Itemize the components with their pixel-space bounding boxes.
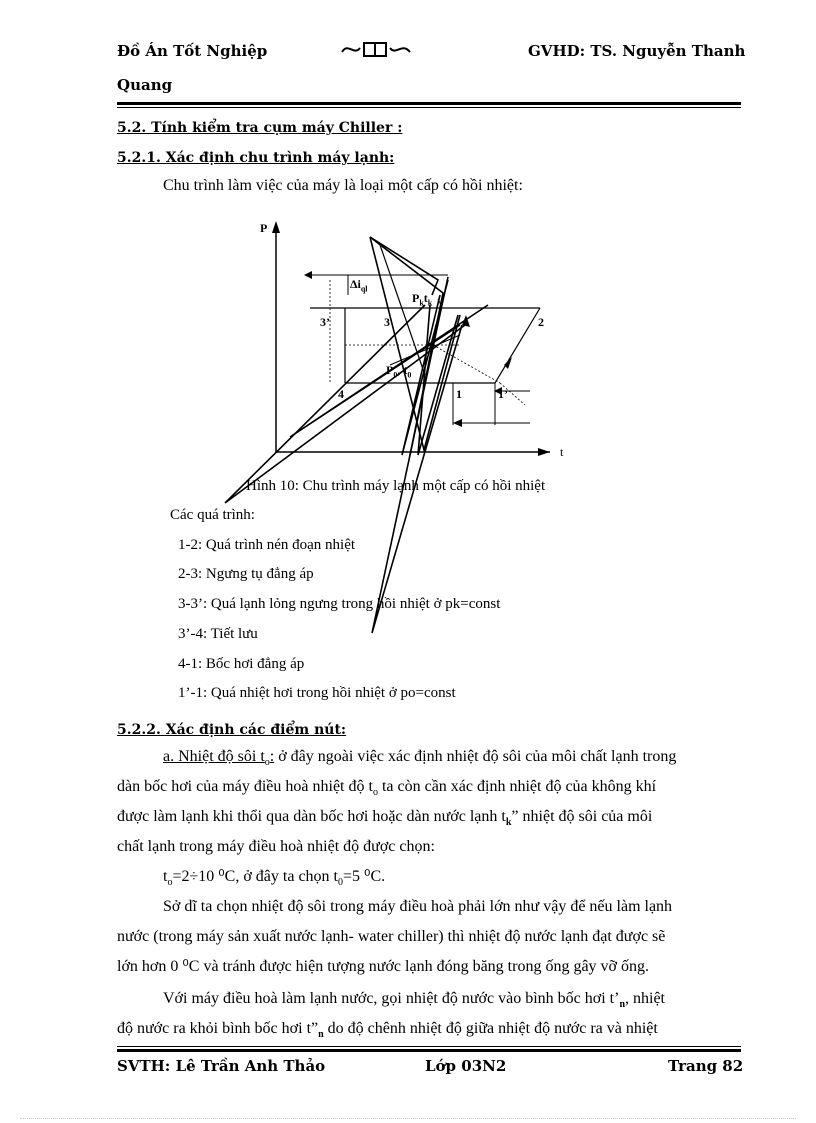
para-a-text1: ở đây ngoài việc xác định nhiệt độ sôi của môi chất lạnh trong — [274, 748, 677, 765]
para-a-text2-end: ta còn cần xác định nhiệt độ của không khí — [377, 778, 657, 795]
paragraph-b-line1: Sở dĩ ta chọn nhiệt độ sôi trong máy điều hoà phải lớn như vậy để nếu làm lạnh — [163, 898, 673, 915]
process-item: 3’-4: Tiết lưu — [178, 626, 258, 642]
para-a-text3-sub: k — [505, 817, 512, 829]
para-c-text2-sub: n — [318, 1029, 324, 1041]
header-left-title: Đồ Án Tốt Nghiệp — [117, 42, 268, 60]
header-rule-thin — [117, 107, 741, 108]
point-3prime-label: 3’ — [320, 315, 330, 329]
paragraph-c-line2 — [117, 1015, 658, 1049]
paragraph-a-line4: chất lạnh trong máy điều hoà nhiệt độ được chọn: — [117, 838, 435, 855]
process-item: 1’-1: Quá nhiệt hơi trong hồi nhiệt ở po=const — [178, 685, 456, 701]
formula-b-sub: 0 — [338, 877, 343, 889]
header-continuation: Quang — [117, 76, 173, 94]
figure-caption: Hình 10: Chu trình máy lạnh một cấp có hồi nhiệt — [246, 478, 546, 494]
footer-class: Lớp 03N2 — [425, 1057, 507, 1075]
para-c-text1: Với máy điều hoà làm lạnh nước, gọi nhiệt độ nước vào bình bốc hơi t’ — [163, 990, 620, 1007]
tk-symbol: t — [423, 291, 428, 305]
para-a-text3: được làm lạnh khi thổi qua dàn bốc hơi hoặc dàn nước lạnh t — [117, 808, 506, 825]
paragraph-b-line2: nước (trong máy sản xuất nước lạnh- water chiller) thì nhiệt độ nước lạnh đạt được sẽ — [117, 928, 666, 945]
para-a-label-end: : — [269, 748, 275, 765]
page-bottom-dotted-rule — [20, 1118, 796, 1119]
pk-tk-label — [412, 291, 432, 307]
delta-symbol: Δi — [350, 277, 361, 291]
point-2-label: 2 — [538, 315, 544, 329]
para-c-text1-sub: n — [619, 999, 625, 1011]
p0-symbol: P — [386, 363, 394, 377]
pk-symbol: P — [412, 291, 420, 305]
point-3-label: 3 — [384, 315, 390, 329]
axis-p-label: P — [260, 221, 268, 235]
header-rule-thick — [117, 102, 741, 105]
formula-a-sub: o — [167, 877, 173, 889]
t0-sub: 0 — [407, 370, 412, 380]
point-4-label: 4 — [338, 387, 344, 401]
para-a-text3-end: ” nhiệt độ sôi của môi — [511, 808, 653, 825]
subsection2-heading: 5.2.2. Xác định các điểm nút: — [117, 722, 347, 738]
footer-rule-thick — [117, 1049, 741, 1052]
process-item: 3-3’: Quá lạnh lỏng ngưng trong hồi nhiệt ở pk=const — [178, 596, 501, 612]
header-right-title: GVHD: TS. Nguyễn Thanh — [528, 42, 746, 60]
paragraph-b-line3: lớn hơn 0 ⁰C và tránh được hiện tượng nước lạnh đóng băng trong ống gây vỡ ống. — [117, 958, 650, 975]
subsection-heading: 5.2.1. Xác định chu trình máy lạnh: — [117, 150, 395, 166]
processes-title: Các quá trình: — [170, 507, 255, 523]
para-a-label-sub: o — [264, 757, 270, 769]
para-c-text2-end: do độ chênh nhiệt độ giữa nhiệt độ nước ra và nhiệt — [323, 1020, 658, 1037]
para-a-label — [163, 748, 275, 769]
formula-c: =5 ⁰C. — [343, 868, 386, 885]
intro-text: Chu trình làm việc của máy là loại một cấp có hồi nhiệt: — [163, 177, 523, 194]
section-heading: 5.2. Tính kiểm tra cụm máy Chiller : — [117, 120, 403, 136]
footer-rule-thin — [117, 1046, 741, 1047]
pk-sub: k — [419, 298, 424, 308]
process-item: 2-3: Ngưng tụ đẳng áp — [178, 566, 314, 582]
para-a-label-text: a. Nhiệt độ sôi t — [163, 748, 265, 765]
footer-page-number: Trang 82 — [668, 1057, 744, 1075]
point-1-label: 1 — [456, 387, 462, 401]
delta-label — [350, 277, 368, 293]
formula-a: t — [163, 868, 168, 885]
tk-sub: k — [427, 298, 433, 308]
p0-t0-label: $P_0$, $t_0$ — [386, 363, 412, 380]
p0-sub: 0 — [393, 370, 398, 380]
book-ornament-icon — [340, 40, 412, 60]
process-item: 1-2: Quá trình nén đoạn nhiệt — [178, 537, 356, 553]
formula-b: =2÷10 ⁰C, ở đây ta chọn t — [172, 868, 338, 885]
axis-t-label: t — [560, 445, 564, 459]
process-item: 4-1: Bốc hơi đẳng áp — [178, 656, 305, 672]
delta-sub: ql — [360, 284, 368, 294]
para-a-text2: dàn bốc hơi của máy điều hoà nhiệt độ t — [117, 778, 373, 795]
footer-student: SVTH: Lê Trần Anh Thảo — [117, 1057, 326, 1075]
para-a-text2-sub: o — [372, 787, 378, 799]
t0-symbol: t — [403, 363, 408, 377]
para-c-text1-end: , nhiệt — [625, 990, 665, 1007]
point-1prime-label: 1’ — [498, 387, 508, 401]
para-c-text2: độ nước ra khỏi bình bốc hơi t” — [117, 1020, 319, 1037]
